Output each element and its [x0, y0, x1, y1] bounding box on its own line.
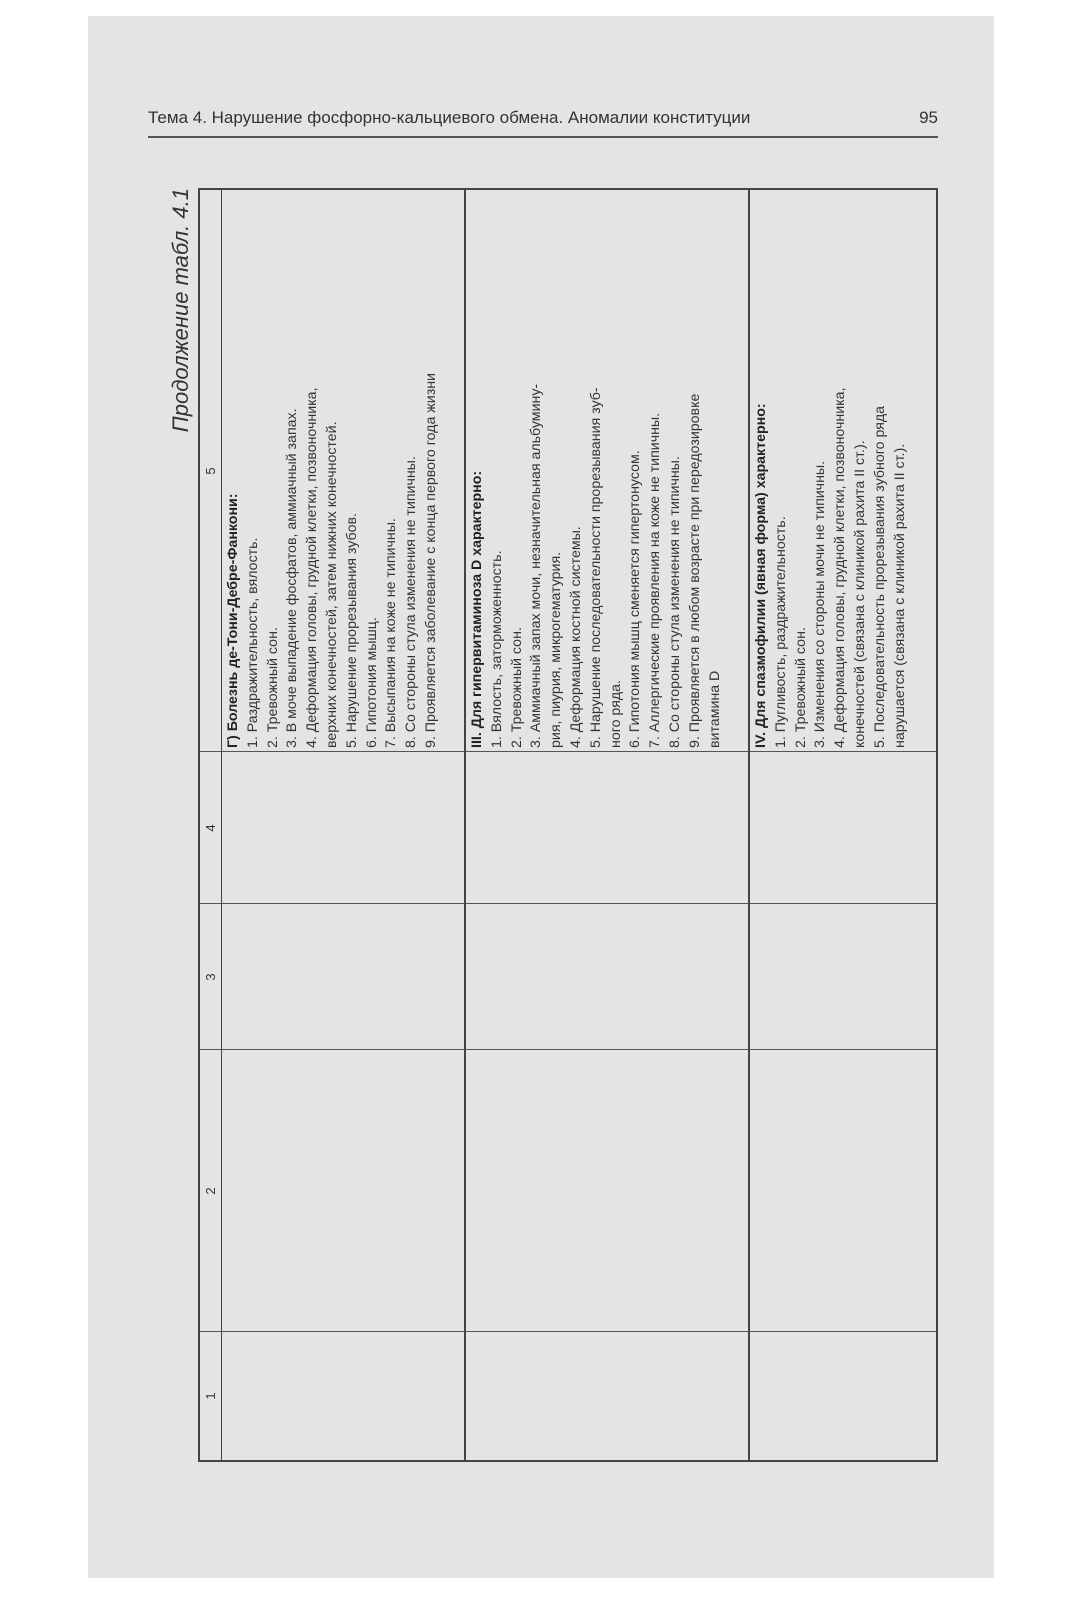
- list-item: 7. Аллергические проявления на коже не типичны.: [647, 412, 664, 748]
- list-item: 8. Со стороны стула изменения не типичны.: [403, 456, 420, 748]
- running-title: Тема 4. Нарушение фосфорно-кальциевого обмена. Аномалии конституции: [148, 108, 751, 127]
- list-item: 4. Деформация костной системы.: [567, 526, 584, 748]
- list-item: 6. Гипотония мышц.: [363, 617, 380, 748]
- data-table: [198, 188, 938, 1462]
- header-row: [200, 190, 222, 1460]
- cell-hypervitaminosis-d: [468, 194, 725, 748]
- column-header: 5: [203, 467, 218, 475]
- column-header: 3: [203, 973, 218, 981]
- column-header: 1: [203, 1392, 218, 1400]
- list-item: витамина D: [706, 670, 723, 748]
- list-item: 5. Нарушение прорезывания зубов.: [343, 513, 360, 748]
- cell-disease-de-toni: [224, 194, 442, 748]
- running-header: [148, 104, 938, 138]
- list-item: 7. Высыпания на коже не типичны.: [383, 518, 400, 748]
- list-item: 3. Изменения со стороны мочи не типичны.: [812, 460, 829, 748]
- list-item: 3. В моче выпадение фосфатов, аммиачный запах.: [284, 408, 301, 748]
- table-row: [222, 190, 464, 1460]
- table-row: [464, 190, 748, 1460]
- table-caption: Продолжение табл. 4.1: [168, 188, 193, 433]
- list-item: верхних конечностей, затем нижних конечностей.: [323, 421, 340, 748]
- list-item: 5. Последовательность прорезывания зубного ряда: [871, 405, 888, 748]
- list-item: 3. Аммиачный запах мочи, незначительная альбуминy-: [528, 383, 545, 748]
- list-item: 9. Проявляется в любом возрасте при передозировке: [686, 393, 703, 748]
- rotated-table-area: [168, 188, 938, 1462]
- list-item: 2. Тревожный сон.: [264, 627, 281, 748]
- list-item: 4. Деформация головы, грудной клетки, позвоночника,: [304, 387, 321, 748]
- list-item: 1. Вялость, заторможенность.: [488, 550, 505, 748]
- section-heading: III. Для гипервитаминоза D характерно:: [469, 470, 485, 748]
- column-header: 2: [203, 1187, 218, 1195]
- list-item: 2. Тревожный сон.: [792, 627, 809, 748]
- list-item: 5. Нарушение последовательности прорезывания зуб-: [587, 387, 604, 748]
- list-item: 2. Тревожный сон.: [508, 627, 525, 748]
- table-row: [748, 190, 938, 1460]
- column-header: 4: [203, 824, 218, 832]
- book-page: [88, 16, 994, 1578]
- section-heading: Г) Болезнь де-Тони-Дебре-Фанкони:: [225, 493, 241, 748]
- page-number: 95: [919, 108, 938, 127]
- list-item: рия, пиурия, микрогематурия.: [548, 551, 565, 748]
- list-item: конечностей (связана с клиникой рахита II ст.).: [851, 440, 868, 748]
- list-item: 9. Проявляется заболевание с конца первого года жизни: [422, 373, 439, 748]
- list-item: 4. Деформация головы, грудной клетки, позвоночника,: [832, 387, 849, 748]
- section-heading: IV. Для спазмофилии (явная форма) характерно:: [753, 403, 769, 748]
- list-item: 1. Раздражительность, вялость.: [244, 537, 261, 748]
- list-item: 6. Гипотония мышц сменяется гипертонусом.: [627, 450, 644, 748]
- list-item: 1. Пугливость, раздражительность.: [772, 516, 789, 748]
- list-item: 8. Со стороны стула изменения не типичны.: [666, 456, 683, 748]
- list-item: ного ряда.: [607, 680, 624, 748]
- list-item: нарушается (связана с клиникой рахита II ст.).: [891, 443, 908, 748]
- cell-spasmophilia: [752, 194, 910, 748]
